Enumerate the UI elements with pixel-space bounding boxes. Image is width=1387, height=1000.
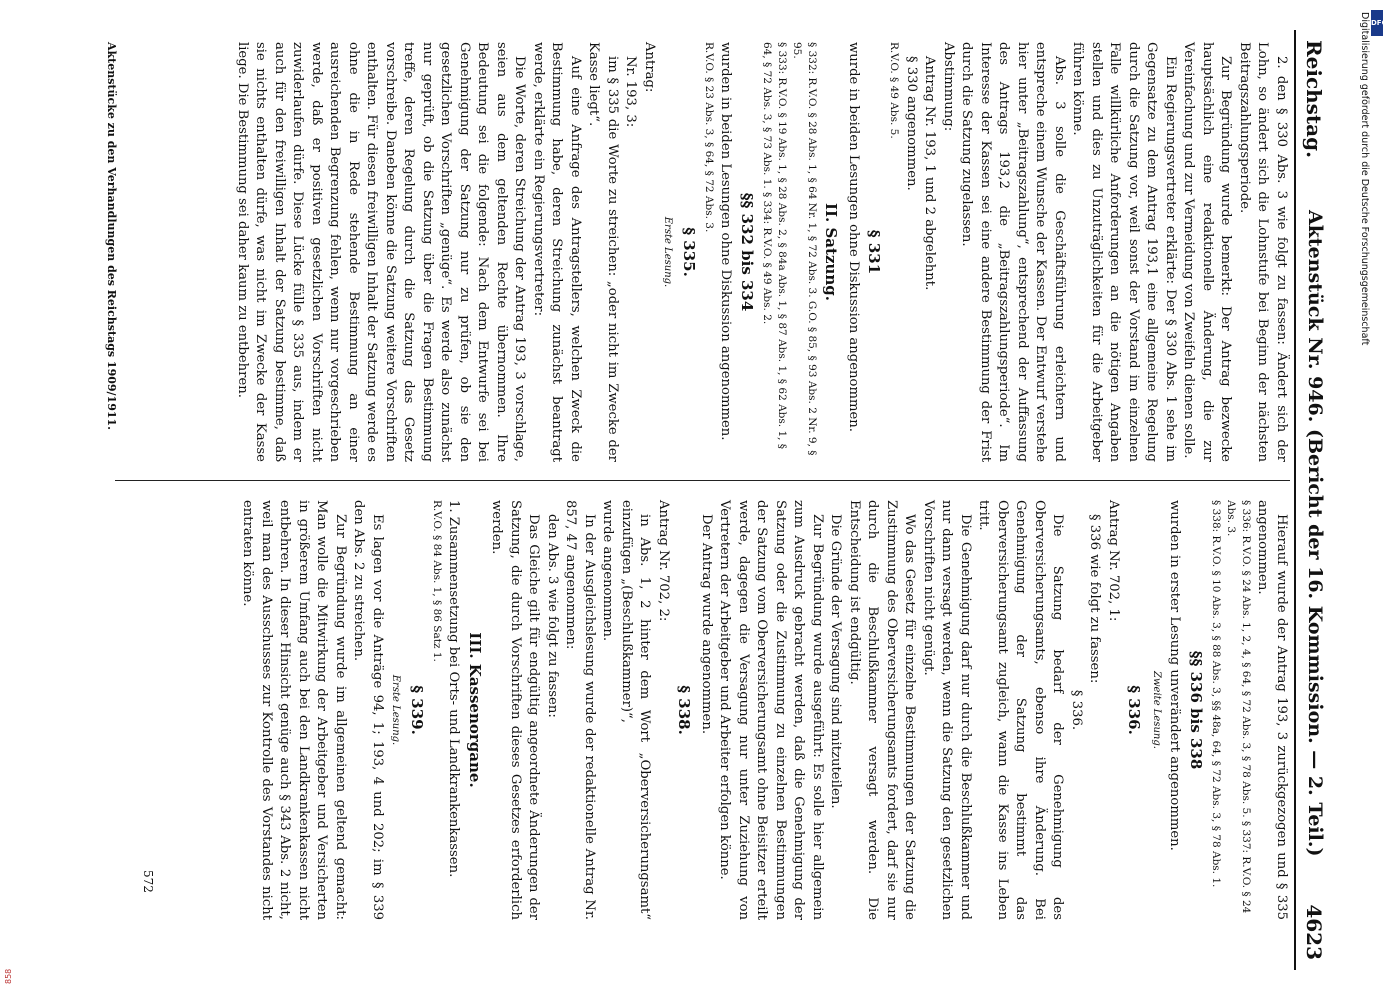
- paragraph: Es lagen vor die Anträge 94, 1; 193, 4 und 202; im § 339 den Abs. 2 zu streichen.: [351, 500, 385, 920]
- section-heading: § 336.: [1125, 685, 1144, 735]
- paragraph: Zur Begründung wurde bemerkt: Der Antrag bezwecke hauptsächlich eine redaktionelle Änderung, die zur Vereinfachung und zur Vermeidung von Zweifeln dienen solle.: [1181, 42, 1234, 462]
- paragraph: § 336 wie folgt zu fassen:: [1087, 514, 1103, 684]
- paragraph: Nr. 193, 3:: [623, 56, 639, 128]
- section-heading: § 335.: [680, 227, 698, 277]
- archive-stamp: 858: [4, 968, 13, 984]
- paragraph: Wo das Gesetz für einzelne Bestimmungen der Satzung die Zustimmung des Oberversicherungsamts fordert, darf sie nur durch die Beschlußkammer versagt werden. Die Entscheidung ist endgültig.: [847, 500, 918, 920]
- paragraph: Ein Regierungsvertreter erklärte: Der § 330 Abs. 1 sehe im Gegensatze zu dem Antrag 193,1 eine allgemeine Regelung durch die Satzung vor, weil sonst der Vorstand im einzelnen Falle willkürliche Anforderungen an die nötigen Angaben stellen und dies zu Unzuträglichkeiten für die Arbeitgeber führen könne.: [1070, 42, 1178, 462]
- rotated-scan: [20, 30, 1330, 970]
- paragraph: Die Genehmigung darf nur durch die Beschlußkammer und nur dann versagt werden, wenn die Satzung den gesetzlichen Vorschriften nicht genügt.: [921, 500, 973, 920]
- paragraph: Auf eine Anfrage des Antragstellers, welchen Zweck die Bestimmung habe, deren Streichung zunächst beantragt werde, erklärte ein Regierungsvertreter:: [531, 42, 583, 462]
- header-left: Reichstag.: [1302, 40, 1326, 159]
- paragraph: Die Gründe der Versagung sind mitzuteilen.: [828, 514, 844, 809]
- section-heading: § 331: [865, 229, 884, 275]
- section-heading: §§ 336 bis 338: [1187, 650, 1205, 770]
- reference-note: R.V.O. § 84 Abs. 1, § 86 Satz 1.: [431, 500, 443, 662]
- paragraph: Antrag:: [642, 42, 657, 93]
- paragraph: in Abs. 1, 2 hinter dem Wort „Oberversicherungsamt“ einzufügen „(Beschlußkammer)“,: [619, 500, 653, 920]
- paragraph: Zur Begründung wurde im allgemeinen geltend gemacht: Man wolle die Mitwirkung der Arbeitgeber und Versicherten in größerem Umfang auch bei den Landkrankenkassen nicht entbehren. In dieser Hinsicht genüge auch § 343 Abs. 2 nicht, weil man des Ausschusses zur Kontrolle des Vorstandes nicht entraten könne.: [240, 500, 348, 920]
- paragraph: wurde in beiden Lesungen ohne Diskussion angenommen.: [846, 42, 861, 432]
- paragraph: 2. den § 330 Abs. 3 wie folgt zu fassen: Ändert sich der Lohn, so ändert sich die Lohnstufe bei Beginn der nächsten Beitragszahlungsperiode.: [1237, 42, 1289, 462]
- section-heading: II. Satzung.: [822, 203, 841, 301]
- section-heading: §§ 332 bis 334: [738, 192, 756, 312]
- paragraph: In der Ausgleichslesung wurde der redaktionelle Antrag Nr. 857, 47 angenommen:: [563, 500, 597, 920]
- paragraph: Antrag Nr. 193, 1 und 2 abgelehnt.: [922, 56, 938, 291]
- paragraph: Der Antrag wurde angenommen.: [699, 514, 714, 735]
- paragraph: Zweite Lesung.: [1151, 671, 1162, 749]
- paragraph: Antrag Nr. 702, 2:: [656, 500, 671, 622]
- reference-note: § 332: R.V.O. § 28 Abs. 1, § 64 Nr. 1, § 72 Abs. 3. G.O. § 85, § 93 Abs. 2 Nr. 9, § 95.: [791, 42, 818, 456]
- reference-note: § 336: R.V.O. § 24 Abs. 1, 2, 4, § 64, § 72 Abs. 3, § 78 Abs. 5. § 337: R.V.O. § 24 Abs. 3.: [1225, 500, 1252, 914]
- reference-note: R.V.O. § 23 Abs. 3, § 64, § 72 Abs. 3.: [703, 42, 715, 233]
- paragraph: im § 335 die Worte zu streichen: „oder nicht im Zwecke der Kasse liegt“.: [586, 42, 620, 462]
- reference-note: R.V.O. § 49 Abs. 5.: [888, 42, 901, 139]
- header-page-number: 4623: [1302, 904, 1326, 960]
- digitization-note: Digitalisierung gefördert durch die Deutsche Forschungsgemeinschaft: [1359, 12, 1370, 346]
- reference-note: § 333: R.V.O. § 19 Abs. 1, § 28 Abs. 2, § 84a Abs. 1, § 87 Abs. 1, § 62 Abs. 1, § 64, § 72 Abs. 3, § 73 Abs. 1. § 334: R.V.O. § 49 Abs. 2.: [761, 42, 788, 450]
- paragraph: wurden in beiden Lesungen ohne Diskussion angenommen.: [718, 42, 734, 441]
- section-heading: § 339.: [408, 685, 426, 735]
- section-heading: § 338.: [675, 685, 694, 735]
- paragraph: Abs. 3 solle die Geschäftsführung erleichtern und entspreche einem Wunsche der Kassen. Der Entwurf verstehe hier unter „Beitragszahlung“, entsprechend der Auffassung des Antrags 193,2 die „Beitragszahlungsperiode“. Im Interesse der Kassen sei eine andere Bestimmung der Frist durch die Satzung zugelassen.: [959, 42, 1067, 462]
- small-page-number: 572: [141, 870, 155, 893]
- paragraph: § 336.: [1069, 689, 1084, 731]
- paragraph: Zur Begründung wurde ausgeführt: Es solle hier allgemein zum Ausdruck gebracht werden, daß die Genehmigung der Satzung oder die Zustimmung zu einzelnen Bestimmungen der Satzung vom Oberversicherungsamt ohne Beisitzer erteilt werde, dagegen die Versagung nur unter Zuziehung von Vertretern der Arbeitgeber und Arbeiter erfolgen könne.: [717, 500, 825, 920]
- paragraph: Die Satzung bedarf der Genehmigung des Oberversicherungsamts, ebenso ihre Änderung. Bei Genehmigung der Satzung bestimmt das Oberversicherungsamt zugleich, wann die Kasse ins Leben tritt.: [976, 500, 1066, 920]
- paragraph: Antrag Nr. 702, 1:: [1106, 500, 1121, 622]
- dfg-logo: DFG: [1371, 10, 1383, 36]
- paragraph: wurden in erster Lesung unverändert angenommen.: [1167, 500, 1183, 851]
- paragraph: Hierauf wurde der Antrag 193, 3 zurückgezogen und § 335 angenommen.: [1255, 500, 1289, 920]
- section-heading: III. Kassenorgane.: [466, 632, 484, 788]
- right-column: [238, 500, 1290, 920]
- paragraph: Erste Lesung.: [662, 216, 674, 288]
- paragraph: Die Worte, deren Streichung der Antrag 193, 3 vorschlage, seien aus dem geltenden Rechte übernommen. Ihre Bedeutung sei die folgende: Nach dem Entwurfe sei bei Genehmigung der Satzung nur zu prüfen, ob sie den gesetzlichen Vorschriften „genüge“. Es werde also zunächst nur geprüft, ob die Satzung über die Fragen Bestimmung treffe, deren Regelung durch die Satzung das Gesetz vorschreibe. Daneben könne die Satzung weitere Vorschriften enthalten. Für diesen freiwilligen Inhalt der Satzung werde es ohne die in Rede stehende Bestimmung an einer ausreichenden Begrenzung fehlen, wenn nur vorgeschrieben werde, daß er positiven gesetzlichen Vorschriften nicht zuwiderlaufen dürfe. Diese Lücke fülle § 335 aus, indem er auch für den freiwilligen Inhalt der Satzung bestimme, daß sie nichts enthalten dürfe, was nicht im Zwecke der Kasse liege. Die Bestimmung sei daher kaum zu entbehren.: [235, 42, 528, 462]
- paragraph: Abstimmung:: [941, 42, 956, 132]
- paragraph: § 330 angenommen.: [904, 56, 919, 191]
- reference-note: § 338: R.V.O. § 10 Abs. 3, § 88 Abs. 3, §§ 48a, 64, § 72 Abs. 3, § 78 Abs. 1.: [1210, 500, 1222, 888]
- left-column: [233, 42, 1291, 462]
- paragraph: 1. Zusammensetzung bei Orts- und Landkrankenkassen.: [446, 500, 462, 878]
- column-rule: [115, 480, 1290, 481]
- paragraph: Das Gleiche gilt für endgültig angeordnete Änderungen der Satzung, die durch Vorschriften dieses Gesetzes erforderlich werden.: [489, 500, 542, 920]
- paragraph: Erste Lesung.: [390, 674, 402, 746]
- header-center: Aktenstück Nr. 946. (Bericht der 16. Kommission. — 2. Teil.): [1304, 210, 1326, 857]
- paragraph: den Abs. 3 wie folgt zu fassen:: [545, 514, 560, 718]
- page-footer: Aktenstücke zu den Verhandlungen des Reichstags 1909/1911.: [105, 42, 118, 430]
- paragraph: wurde angenommen.: [600, 500, 616, 642]
- page-header: [1294, 30, 1330, 970]
